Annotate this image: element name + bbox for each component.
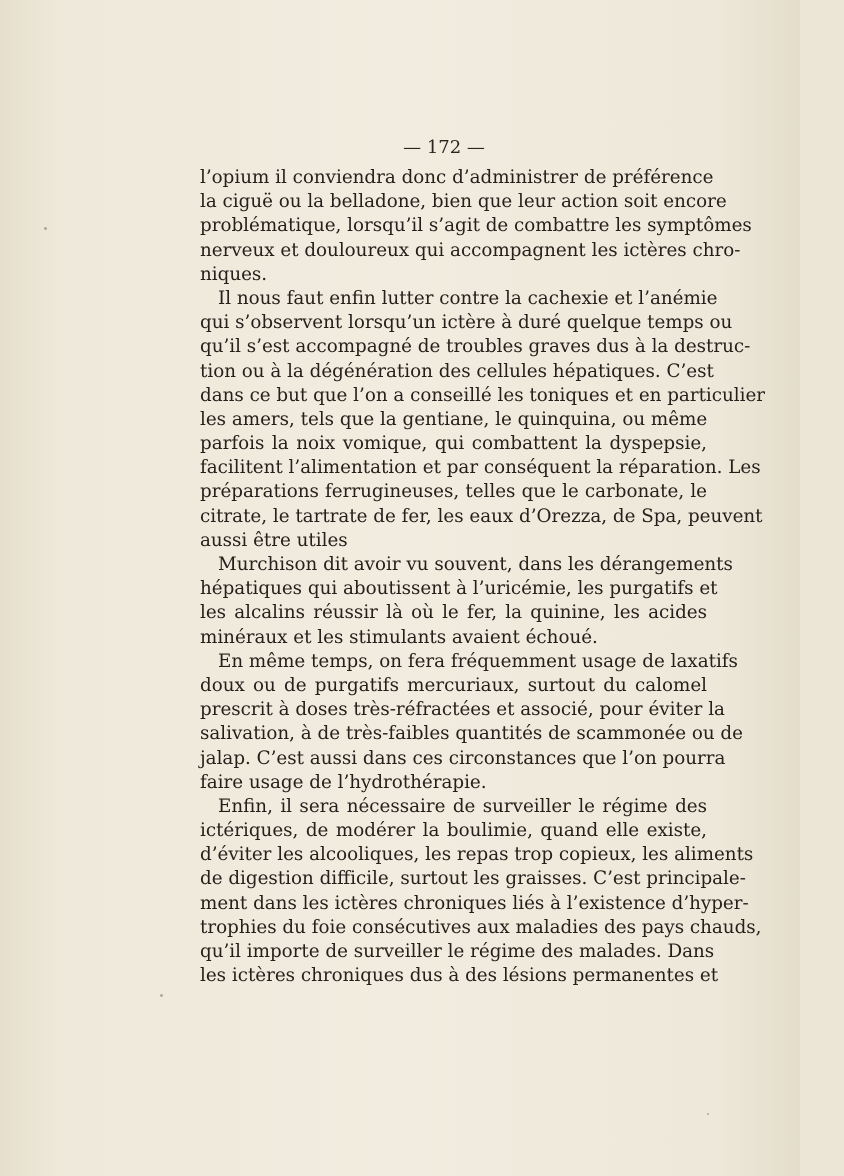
- paper-speck: [44, 227, 47, 230]
- text-line: facilitent l’alimentation et par conséquent la réparation. Les: [200, 457, 761, 479]
- paper-speck: [160, 994, 163, 997]
- text-line: hépatiques qui aboutissent à l’uricémie, les purgatifs et: [200, 578, 718, 600]
- text-line: aussi être utiles: [200, 529, 348, 551]
- text-line: faire usage de l’hydrothérapie.: [200, 771, 487, 793]
- text-line: de digestion difficile, surtout les graisses. C’est principale-: [200, 868, 746, 890]
- text-line: parfois la noix vomique, qui combattent la dyspepsie,: [200, 433, 707, 455]
- text-line: Murchison dit avoir vu souvent, dans les dérangements: [218, 554, 733, 575]
- text-line: prescrit à doses très-réfractées et associé, pour éviter la: [200, 699, 725, 721]
- text-line: doux ou de purgatifs mercuriaux, surtout du calomel: [200, 674, 707, 696]
- text-line: qu’il importe de surveiller le régime des malades. Dans: [200, 941, 715, 962]
- paper-speck: [707, 1113, 709, 1115]
- text-line: citrate, le tartrate de fer, les eaux d’Orezza, de Spa, peuvent: [200, 505, 763, 527]
- text-line: les ictères chroniques dus à des lésions permanentes et: [200, 965, 719, 987]
- text-line: nerveux et douloureux qui accompagnent les ictères chro-: [200, 239, 741, 261]
- text-line: problématique, lorsqu’il s’agit de combattre les symptômes: [200, 215, 752, 237]
- text-line: salivation, à de très-faibles quantités de scammonée ou de: [200, 723, 743, 745]
- body-text: [200, 166, 766, 988]
- text-line: jalap. C’est aussi dans ces circonstances que l’on pourra: [200, 747, 726, 769]
- text-line: ment dans les ictères chroniques liés à l’existence d’hyper-: [200, 892, 749, 914]
- text-line: niques.: [200, 263, 268, 285]
- text-line: d’éviter les alcooliques, les repas trop copieux, les aliments: [200, 844, 754, 866]
- text-line: préparations ferrugineuses, telles que le carbonate, le: [200, 481, 707, 503]
- text-line: dans ce but que l’on a conseillé les toniques et en particulier: [200, 384, 766, 406]
- text-line: En même temps, on fera fréquemment usage de laxatifs: [218, 650, 738, 672]
- text-line: Enfin, il sera nécessaire de surveiller le régime des: [218, 795, 707, 817]
- text-line: Il nous faut enfin lutter contre la cachexie et l’anémie: [218, 287, 718, 309]
- text-line: qui s’observent lorsqu’un ictère à duré quelque temps ou: [200, 312, 733, 334]
- text-line: ictériques, de modérer la boulimie, quand elle existe,: [200, 820, 707, 842]
- text-line: tion ou à la dégénération des cellules hépatiques. C’est: [200, 360, 714, 382]
- text-line: l’opium il conviendra donc d’administrer de préférence: [200, 167, 714, 188]
- text-line: les alcalins réussir là où le fer, la quinine, les acides: [200, 602, 707, 624]
- page-number: — 172 —: [403, 137, 485, 158]
- text-line: qu’il s’est accompagné de troubles graves dus à la destruc-: [200, 336, 751, 358]
- text-line: les amers, tels que la gentiane, le quinquina, ou même: [200, 408, 708, 430]
- text-line: minéraux et les stimulants avaient échoué.: [200, 626, 598, 648]
- text-line: la ciguë ou la belladone, bien que leur action soit encore: [200, 191, 727, 213]
- text-line: trophies du foie consécutives aux maladies des pays chauds,: [200, 916, 762, 938]
